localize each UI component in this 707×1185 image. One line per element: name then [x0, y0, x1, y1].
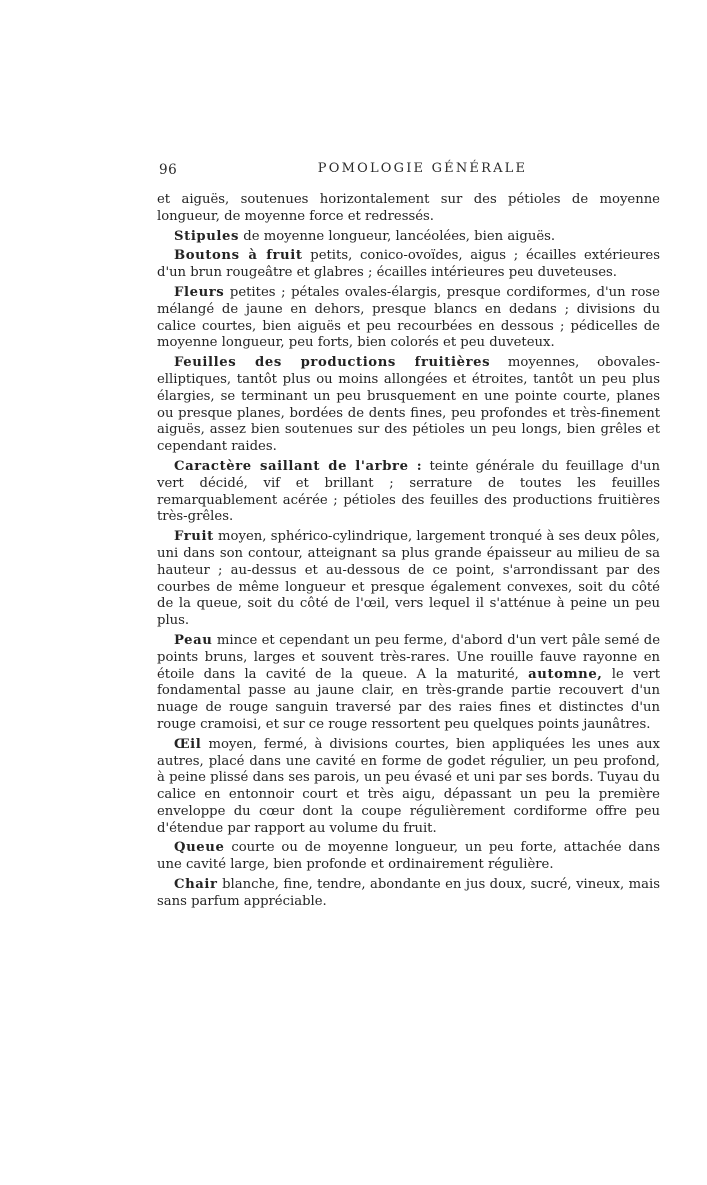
paragraph	[157, 877, 660, 911]
paragraph-text: le vert fondamental passe au jaune clair, en très-grande partie recouvert d'un nuage de rouge sanguin traversé par des raies fines et distinctes d'un rouge cramoisi, et sur ce rouge ressortent peu quelques points jaunâtres.	[157, 666, 660, 732]
page-number: 96	[159, 162, 178, 178]
paragraph-text: mince et cependant un peu ferme, d'abord d'un vert pâle semé de points bruns, larges et souvent très-rares. Une rouille fauve rayonne en étoile dans la cavité de la queue. A la maturité,	[157, 632, 660, 682]
paragraph	[157, 840, 660, 874]
paragraph	[157, 248, 660, 282]
paragraph	[157, 633, 660, 734]
paragraph-lead: Queue	[174, 840, 225, 856]
paragraph	[157, 192, 660, 226]
paragraph-lead: Chair	[174, 877, 218, 893]
paragraph-lead: automne,	[528, 666, 603, 682]
paragraph-lead: Œil	[174, 736, 202, 752]
paragraph-text: moyen, sphérico-cylindrique, largement tronqué à ses deux pôles, uni dans son contour, atteignant sa plus grande épaisseur au milieu de sa hauteur ; au-dessus et au-dessous de ce point, s'arrondissant par des courbes de même longueur et presque également convexes, soit du côté de la queue, soit du côté de l'œil, vers lequel il s'atténue à peine un peu plus.	[157, 529, 660, 629]
paragraph-text: petites ; pétales ovales-élargis, presque cordiformes, d'un rose mélangé de jaune en dehors, presque blancs en dedans ; divisions du calice courtes, bien aiguës et peu recourbées en dessous ; pédicelles de moyenne longueur, peu forts, bien colorés et peu duveteux.	[157, 284, 660, 351]
paragraph-lead: Caractère saillant de l'arbre :	[174, 458, 423, 474]
paragraph	[157, 229, 660, 246]
paragraph-lead: Fleurs	[174, 284, 225, 300]
page-header	[157, 161, 660, 179]
paragraph-text: moyen, fermé, à divisions courtes, bien appliquées les unes aux autres, placé dans une cavité en forme de godet régulier, un peu profond, à peine plissé dans ses parois, un peu évasé et uni par ses bords. Tuyau du calice en entonnoir court et très aigu, dépassant un peu la première enveloppe du cœur dont la coupe régulièrement cordiforme offre peu d'étendue par rapport au volume du fruit.	[157, 736, 660, 836]
paragraph-text: teinte générale du feuillage d'un vert décidé, vif et brillant ; serrature de toutes les feuilles remarquablement acérée ; pétioles des feuilles des productions fruitières très-grêles.	[157, 458, 660, 525]
paragraph-lead: Feuilles des productions fruitières	[174, 355, 491, 371]
paragraph	[157, 529, 660, 630]
text-block	[157, 192, 660, 914]
paragraph-text: petits, conico-ovoïdes, aigus ; écailles extérieures d'un brun rougeâtre et glabres ; écailles intérieures peu duveteuses.	[157, 248, 660, 281]
paragraph-lead: Fruit	[174, 529, 214, 545]
paragraph	[157, 285, 660, 352]
paragraph	[157, 737, 660, 838]
paragraph-text: courte ou de moyenne longueur, un peu forte, attachée dans une cavité large, bien profonde et ordinairement régulière.	[157, 840, 660, 873]
paragraph-text: blanche, fine, tendre, abondante en jus doux, sucré, vineux, mais sans parfum appréciable.	[157, 877, 660, 909]
running-title: POMOLOGIE GÉNÉRALE	[317, 161, 528, 176]
paragraph-lead: Boutons à fruit	[174, 248, 303, 264]
paragraph-text: de moyenne longueur, lancéolées, bien aiguës.	[239, 228, 556, 244]
paragraph-text: et aiguës, soutenues horizontalement sur des pétioles de moyenne longueur, de moyenne force et redressés.	[157, 192, 660, 224]
paragraph-lead: Peau	[174, 632, 213, 648]
paragraph	[157, 355, 660, 456]
paragraph-lead: Stipules	[174, 228, 240, 244]
paragraph-text: moyennes, obovales-elliptiques, tantôt plus ou moins allongées et étroites, tantôt un peu plus élargies, se terminant un peu brusquement en une pointe courte, planes ou presque planes, bordées de dents fines, peu profondes et très-finement aiguës, assez bien soutenues sur des pétioles un peu longs, bien grêles et cependant raides.	[157, 355, 660, 455]
paragraph	[157, 459, 660, 526]
